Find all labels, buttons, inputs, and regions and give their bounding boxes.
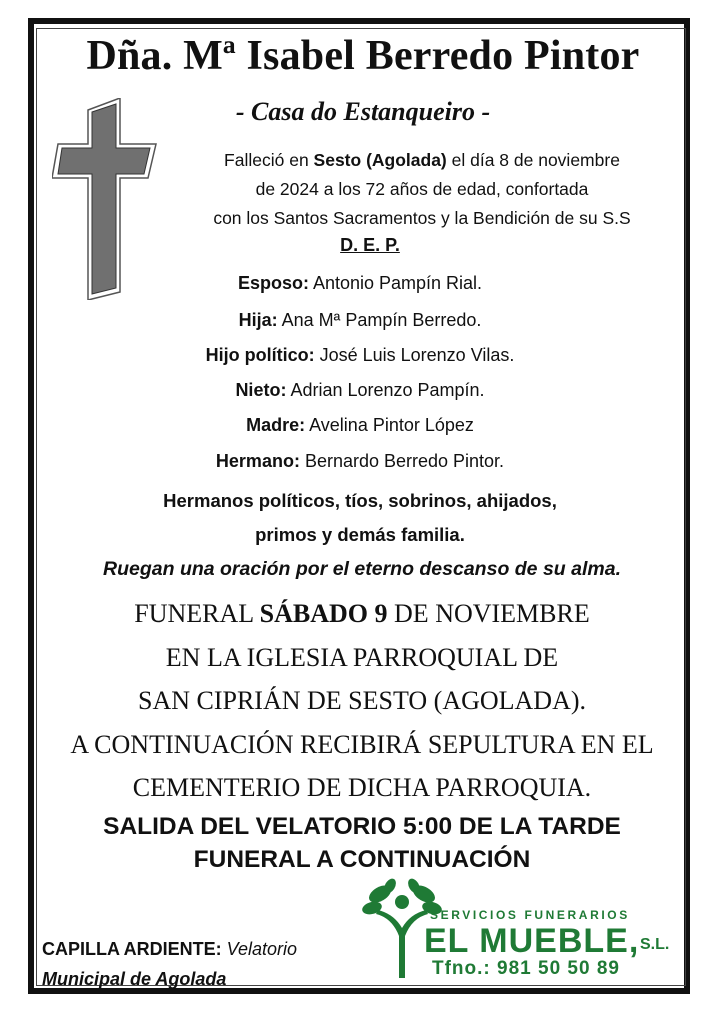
chapel-label: CAPILLA ARDIENTE: (42, 939, 222, 959)
relative-name: Antonio Pampín Rial. (308, 273, 483, 293)
funeral-line-4: A CONTINUACIÓN RECIBIRÁ SEPULTURA EN EL (70, 729, 654, 759)
intro-line-2: de 2024 a los 72 años de edad, confortada (255, 179, 589, 199)
intro-line-1 (172, 146, 672, 175)
logo-subtitle: SERVICIOS FUNERARIOS (430, 908, 630, 922)
death-announcement (172, 146, 672, 233)
funeral-details (46, 592, 678, 810)
logo-suffix: S.L. (640, 936, 670, 953)
family-line-2: primos y demás familia. (255, 524, 465, 545)
chapel-line-2: Municipal de Agolada (42, 969, 227, 989)
relative-role: Nieto: (235, 380, 287, 400)
funeral-prefix: FUNERAL (134, 599, 260, 628)
relative-name: Adrian Lorenzo Pampín. (286, 380, 485, 400)
funeral-line-3: SAN CIPRIÁN DE SESTO (AGOLADA). (137, 686, 587, 715)
relative-name: Avelina Pintor López (305, 415, 474, 435)
relative-role: Esposo: (237, 273, 309, 293)
chapel-value: Velatorio (221, 939, 298, 959)
departure-line-2: FUNERAL A CONTINUACIÓN (193, 846, 531, 873)
funeral-day: SÁBADO 9 (259, 599, 388, 628)
funeral-line-5: CEMENTERIO DE DICHA PARROQUIA. (132, 773, 592, 802)
relative-role: Hijo político: (205, 345, 315, 365)
funeral-home-logo (362, 878, 680, 982)
relative-role: Hermano: (215, 451, 300, 471)
intro-prefix: Falleció en (224, 150, 314, 170)
prayer-request: Ruegan una oración por el eterno descanso de su alma. (103, 558, 621, 580)
departure-line-1: SALIDA DEL VELATORIO 5:00 DE LA TARDE (103, 813, 621, 840)
relative-brother (60, 451, 660, 472)
relative-spouse (60, 273, 660, 294)
relative-mother (60, 415, 660, 436)
relative-name: José Luis Lorenzo Vilas. (314, 345, 515, 365)
relative-role: Hija: (238, 310, 278, 330)
dep-heading: D. E. P. (340, 235, 400, 255)
departure-info (46, 810, 678, 876)
intro-suffix: el día 8 de noviembre (446, 150, 620, 170)
relative-daughter (60, 310, 660, 331)
intro-place: Sesto (Agolada) (313, 150, 447, 170)
family-line-1: Hermanos políticos, tíos, sobrinos, ahijados, (163, 490, 557, 511)
extended-family (60, 484, 660, 552)
house-name: - Casa do Estanqueiro - (235, 97, 491, 126)
funeral-month: DE NOVIEMBRE (387, 599, 590, 628)
funeral-line-1 (46, 592, 678, 636)
relative-role: Madre: (246, 415, 306, 435)
cross-icon (52, 98, 160, 300)
chapel-info (42, 934, 372, 994)
logo-phone: Tfno.: 981 50 50 89 (432, 958, 620, 979)
deceased-name: Dña. Mª Isabel Berredo Pintor (86, 33, 640, 79)
relative-grandson (60, 380, 660, 401)
relative-name: Bernardo Berredo Pintor. (299, 451, 505, 471)
relative-name: Ana Mª Pampín Berredo. (277, 310, 482, 330)
chapel-line-1 (42, 934, 372, 964)
funeral-line-2: EN LA IGLESIA PARROQUIAL DE (165, 642, 559, 672)
relative-son-in-law (60, 345, 660, 366)
logo-name: EL MUEBLE, (424, 922, 640, 960)
intro-line-3: con los Santos Sacramentos y la Bendición de su S.S (213, 208, 631, 228)
